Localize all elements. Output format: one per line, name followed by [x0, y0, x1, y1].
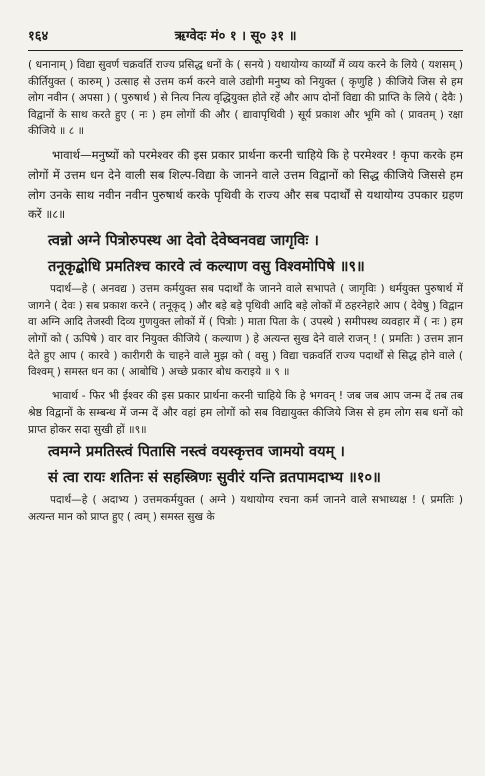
paragraph-padartha-10: पदार्थ—हे ( अदाभ्य ) उत्तमकर्मयुक्त ( अग्ने ) यथायोग्य रचना कर्म जानने वाले सभाध्यक्ष ! ( प्रमतिः ) अत्यन्त मान को प्राप्त हुए ( त्वम् ) समस्त सुख के: [28, 494, 463, 523]
running-title: ऋग्वेदः मं० १ । सू० ३१ ॥: [174, 29, 297, 44]
mantra-9-line-2: तनूकृद्बोधि प्रमतिश्च कारवे त्वं कल्याण वसु विश्वमोपिषे ॥९॥: [48, 258, 365, 276]
paragraph-padartha-8: ( धनानाम् ) विद्या सुवर्ण चक्रवर्ति राज्य प्रसिद्ध धनों के ( सनये ) यथायोग्य कार्य्यों में व्यय करने के लिये ( यशसम् ) कीर्तियुक्त ( कारुम् ) उत्साह से उत्तम कर्म करने वाले उद्योगी मनुष्य को नियुक्त ( कृणुहि ) कीजिये जिस से हम लोग नवीन ( अपसा ) ( पुरुषार्थ ) से नित्य नित्य वृद्धियुक्त होते रहें और आप दोनों विद्या की प्राप्ति के लिये ( देवैः ) विद्वानों के साथ करते हुए ( नः ) हम लोगों की और ( द्यावापृथिवी ) सूर्य प्रकाश और भूमि को ( प्रावतम् ) रक्षा कीजिये ॥ ८ ॥: [28, 59, 463, 138]
page-number: १६४: [28, 29, 49, 44]
header-rule: [28, 50, 463, 51]
mantra-9-line-1: त्वन्नो अग्ने पित्रोरुपस्थ आ देवो देवेष्वनवद्य जागृविः ।: [48, 232, 319, 250]
paragraph-bhavartha-8: भावार्थ—मनुष्यों को परमेश्वर की इस प्रकार प्रार्थना करनी चाहिये कि हे परमेश्वर ! कृपा करके हम लोगों में उत्तम धन देने वाली सब शिल्प-विद्या के जानने वाले उत्तम विद्वानों को सिद्ध कीजिये जिससे हम लोग उनके साथ नवीन नवीन पुरुषार्थ करके पृथिवी के राज्य और सब पदार्थों से यथायोग्य उपकार ग्रहण करें ॥८॥: [28, 147, 463, 222]
mantra-10-line-2: सं त्वा रायः शतिनः सं सहस्त्रिणः सुवीरं यन्ति व्रतपामदाभ्य ॥१०॥: [48, 469, 381, 487]
page-header: [28, 26, 463, 48]
paragraph-padartha-9: पदार्थ—हे ( अनवद्य ) उत्तम कर्मयुक्त सब पदार्थों के जानने वाले सभापते ( जागृविः ) धर्मयुक्त पुरुषार्थ में जागने ( देवः ) सब प्रकाश करने ( तनूकृद् ) और बड़े बड़े पृथिवी आदि बड़े लोकों में ठहरनेहारे आप ( देवेषु ) विद्वान वा अग्नि आदि तेजस्वी दिव्य गुणयुक्त लोकों में ( पित्रोः ) माता पिता के ( उपस्थे ) समीपस्थ व्यवहार में ( नः ) हम लोगों को ( ऊपिषे ) वार वार नियुक्त कीजिये ( कल्याण ) हे अत्यन्त सुख देने वाले राजन् ! ( प्रमतिः ) उत्तम ज्ञान देते हुए आप ( कारवे ) कारीगरी के चाहने वाले मुझ को ( वसु ) विद्या चक्रवर्ति राज्य पदार्थों से सिद्ध होने वाले ( विश्वम् ) समस्त धन का ( आबोधि ) अच्छे प्रकार बोध कराइये ॥ ९ ॥: [28, 283, 463, 379]
paragraph-bhavartha-9: भावार्थ - फिर भी ईश्वर की इस प्रकार प्रार्थना करनी चाहिये कि हे भगवन् ! जब जब आप जन्म दें तब तब श्रेष्ठ विद्वानों के सम्बन्ध में जन्म दें और वहां हम लोगों को सब विद्यायुक्त कीजिये जिस से हम लोग सब धनों को प्राप्त होकर सदा सुखी हों ॥९॥: [28, 388, 463, 437]
mantra-10-line-1: त्वमग्ने प्रमतिस्त्वं पितासि नस्त्वं वयस्कृत्तव जामयो वयम् ।: [48, 443, 345, 461]
